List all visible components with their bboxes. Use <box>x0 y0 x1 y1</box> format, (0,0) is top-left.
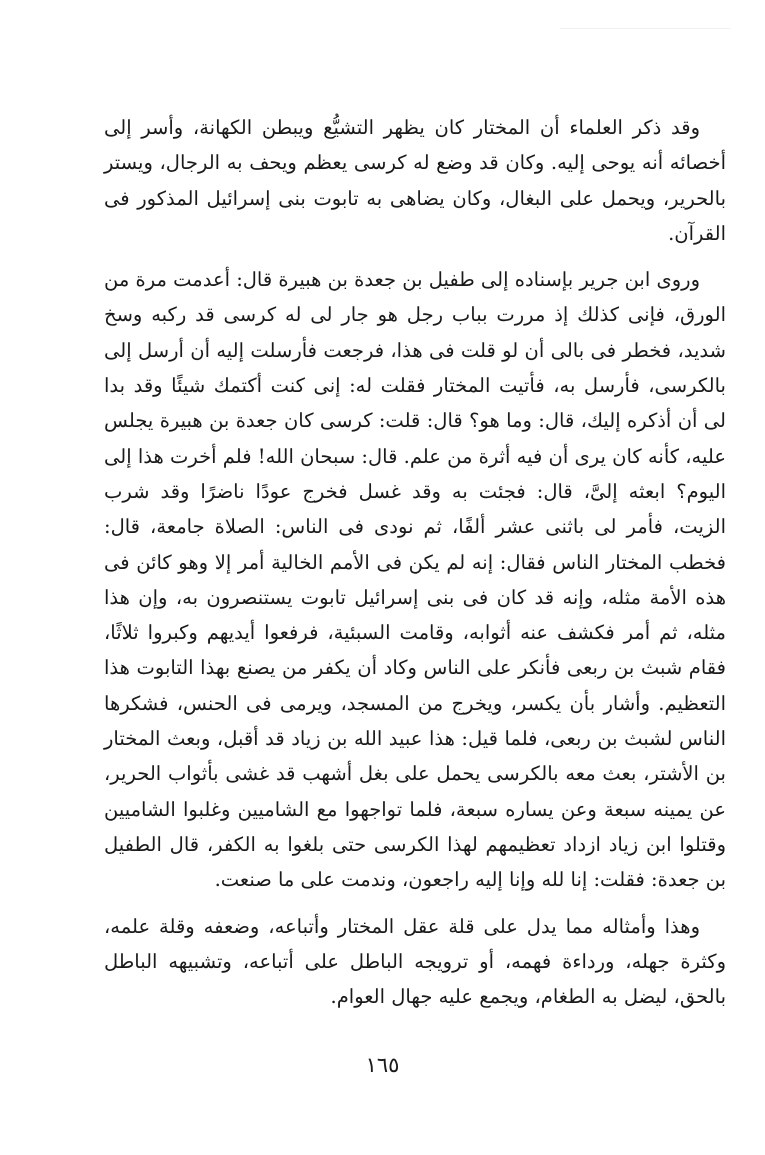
paragraph-3: وهذا وأمثاله مما يدل على قلة عقل المختار وأتباعه، وضعفه وقلة علمه، وكثرة جهله، ورداءة فهمه، أو ترويجه الباطل على أتباعه، وتشبيهه الباطل بالحق، ليضل به الطغام، ويجمع عليه جهال العوام. <box>104 914 726 1009</box>
paragraph-2: وروى ابن جرير بإسناده إلى طفيل بن جعدة بن هبيرة قال: أعدمت مرة من الورق، فإنى كذلك إذ مررت بباب رجل هو جار لى له كرسى قد ركبه وسخ شديد، فخطر فى بالى أن لو قلت فى هذا، فرجعت فأرسلت إليه أن أرسل إلى بالكرسى، فأرسل به، فأتيت المختار فقلت له: إنى كنت أكتمك شيئًا وقد بدا لى أن أذكره إليك، قال: وما هو؟ قال: قلت: كرسى كان جعدة بن هبيرة يجلس عليه، كأنه كان يرى أن فيه أثرة من علم. قال: سبحان الله! فلم أخرت هذا إلى اليوم؟ ابعثه إلىَّ، قال: فجئت به وقد غسل فخرج عودًا ناضرًا وقد شرب الزيت، فأمر لى باثنى عشر ألفًا، ثم نودى فى الناس: الصلاة جامعة، قال: فخطب المختار الناس فقال: إنه لم يكن فى الأمم الخالية أمر إلا وهو كائن فى هذه الأمة مثله، وإنه قد كان فى بنى إسرائيل تابوت يستنصرون به، وإن هذا مثله، ثم أمر فكشف عنه أثوابه، وقامت السبئية، فرفعوا أيديهم وكبروا ثلاثًا، فقام شبث بن ربعى فأنكر على الناس وكاد أن يكفر من يصنع بهذا التابوت هذا التعظيم. وأشار بأن يكسر، ويخرج من المسجد، ويرمى فى الحنس، فشكرها الناس لشبث بن ربعى، فلما قيل: هذا عبيد الله بن زياد قد أقبل، وبعث المختار بن الأشتر، بعث معه بالكرسى يحمل على بغل أشهب قد غشى بأثواب الحرير، عن يمينه سبعة وعن يساره سبعة، فلما تواجهوا مع الشاميين وغلبوا الشاميين وقتلوا ابن زياد ازداد تعظيمهم لهذا الكرسى حتى بلغوا به الكفر، قال الطفيل بن جعدة: فقلت: إنا لله وإنا إليه راجعون، وندمت على ما صنعت. <box>104 268 726 892</box>
paragraph-1: وقد ذكر العلماء أن المختار كان يظهر التشيُّع ويبطن الكهانة، وأسر إلى أخصائه أنه يوحى إليه. وكان قد وضع له كرسى يعظم ويحف به الرجال، ويستر بالحرير، ويحمل على البغال، وكان يضاهى به تابوت بنى إسرائيل المذكور فى القرآن. <box>104 116 726 245</box>
page-number: ١٦٥ <box>365 1053 400 1077</box>
body-text <box>104 110 726 1025</box>
top-divider <box>560 28 730 29</box>
